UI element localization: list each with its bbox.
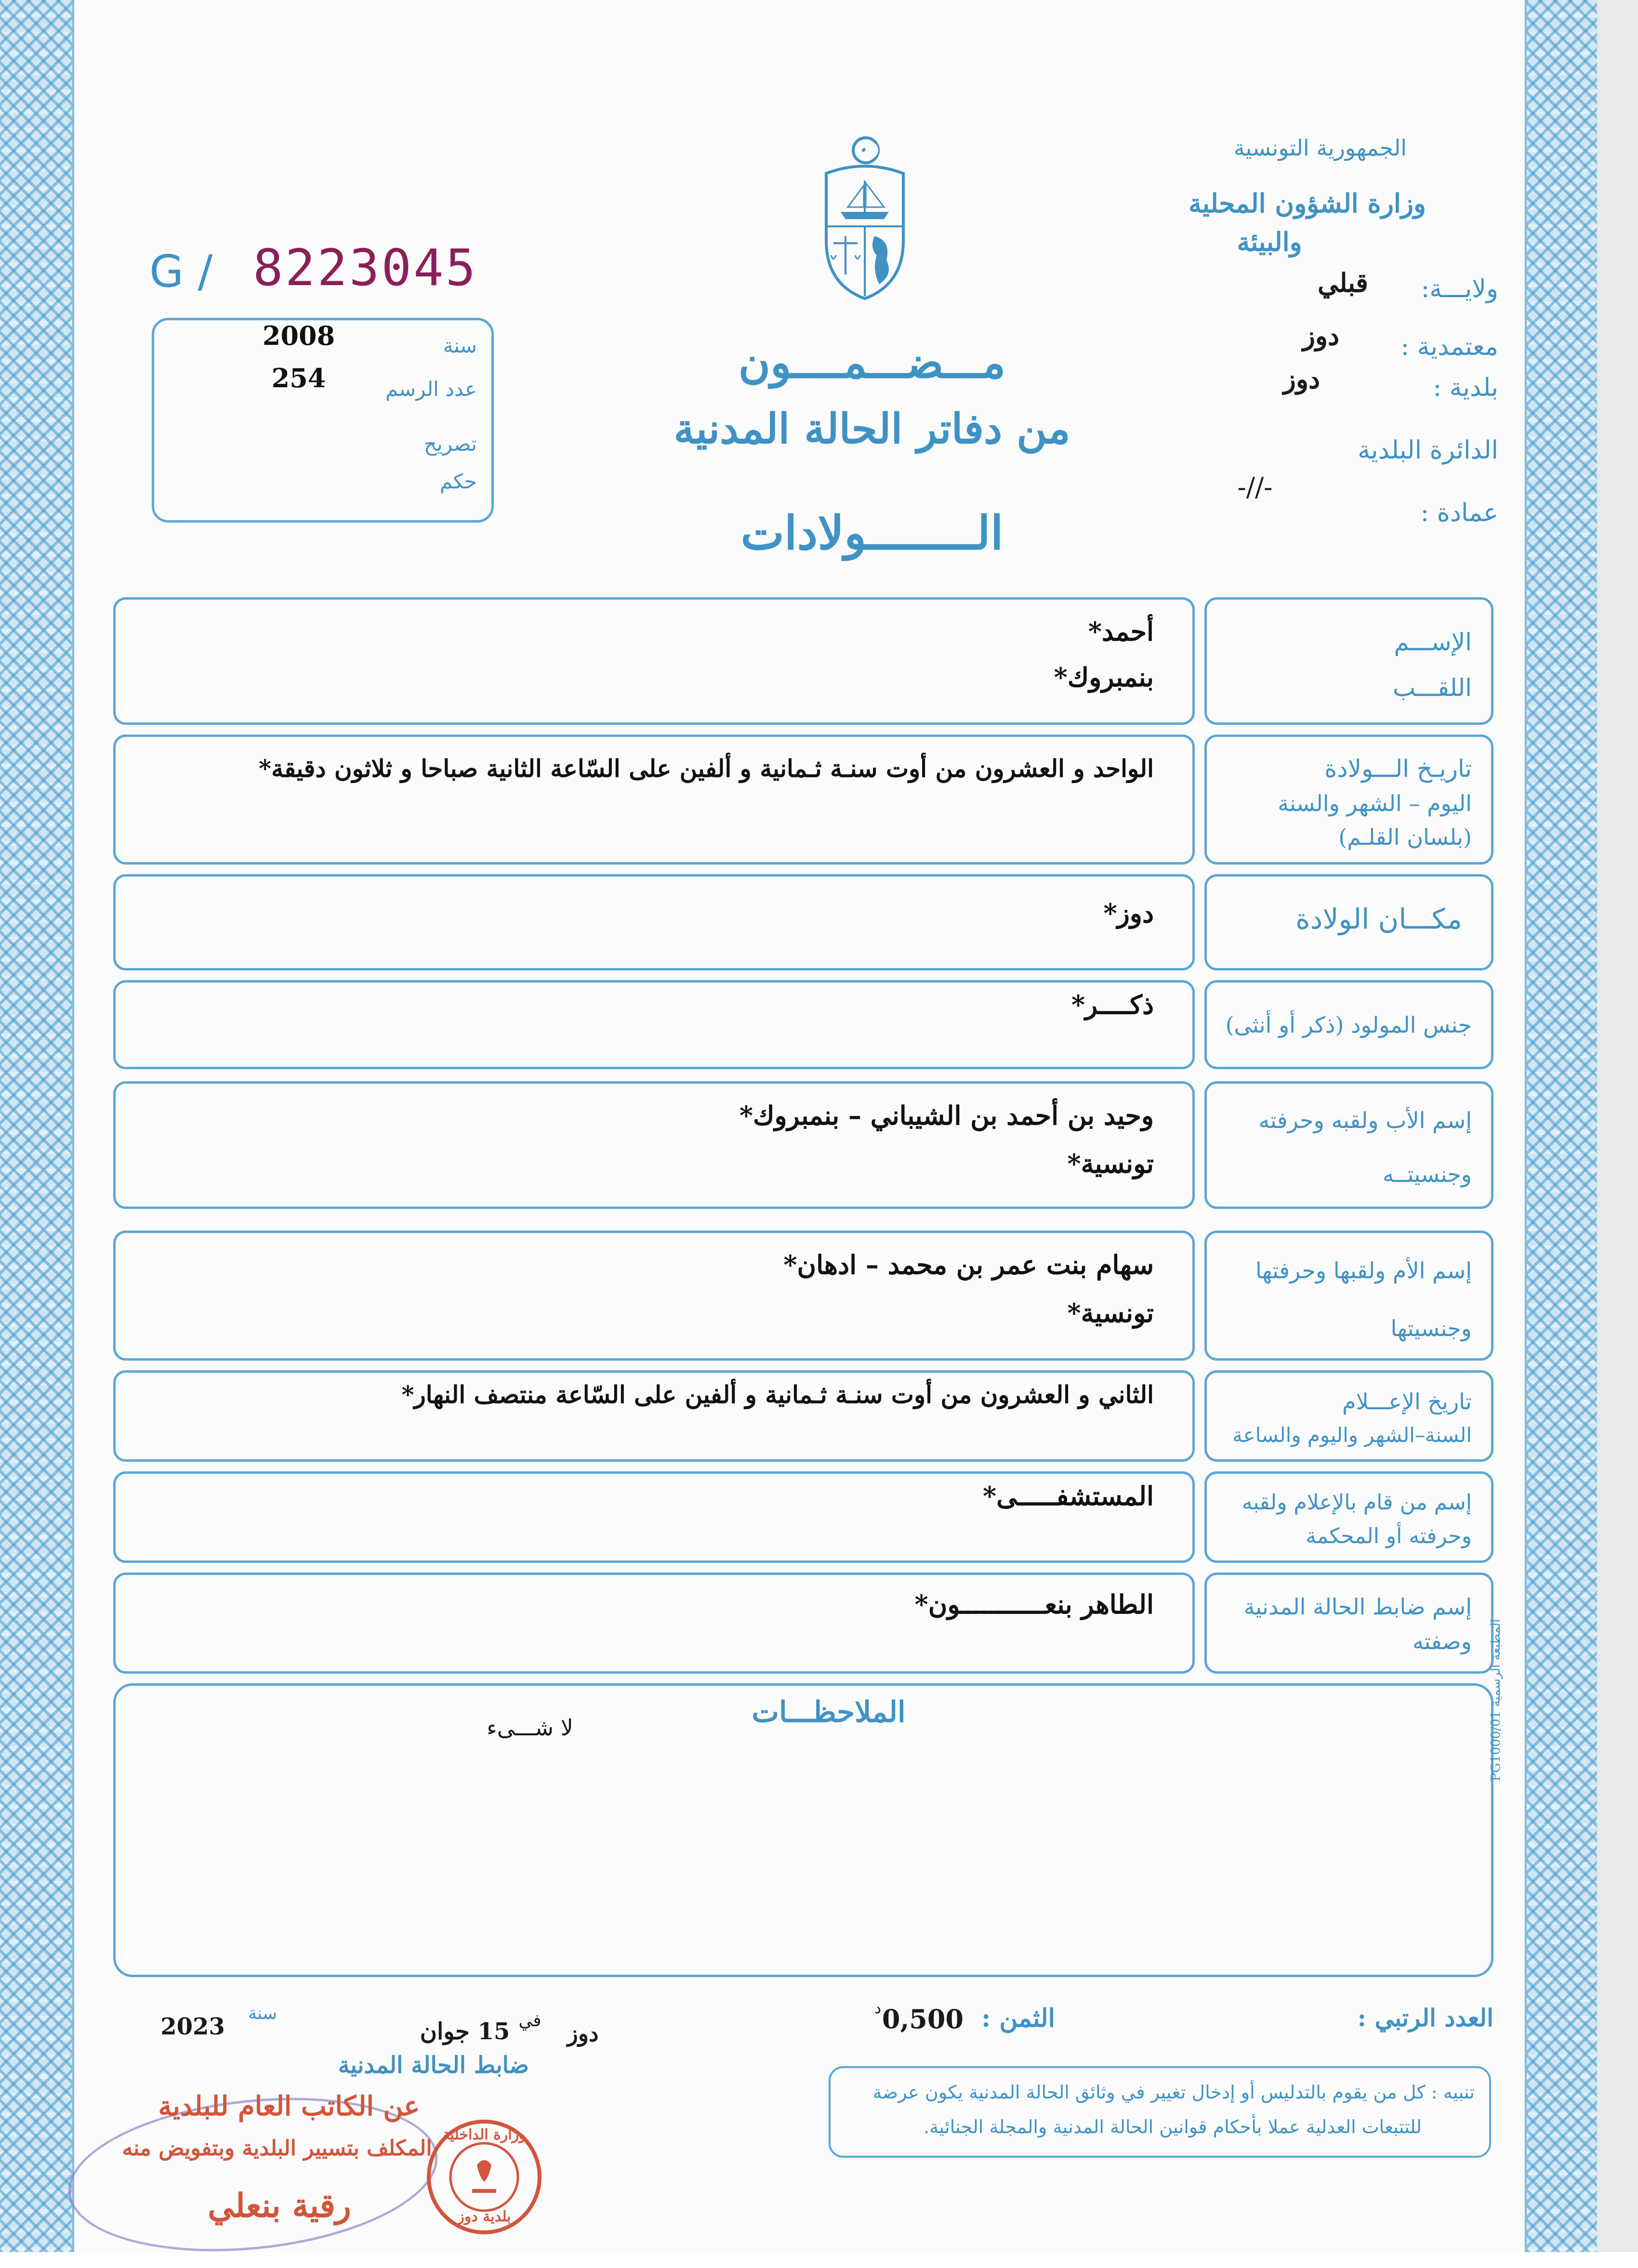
sex-label-box bbox=[1204, 980, 1493, 1069]
judgment-label: حكم bbox=[439, 470, 477, 493]
decorative-border-left bbox=[0, 0, 74, 2252]
declaration-date-label: تاريخ الإعـــلام bbox=[1342, 1389, 1472, 1415]
price-value: 0,500 bbox=[882, 2004, 964, 2034]
page-edge bbox=[1597, 0, 1638, 2252]
seal-bottom-text: بلدية دوز bbox=[457, 2208, 511, 2225]
coat-of-arms-icon bbox=[812, 130, 918, 308]
seal-top-text: وزارة الداخلية bbox=[442, 2126, 526, 2143]
surname-value: بنمبروك* bbox=[1054, 662, 1154, 693]
daira-value: -//- bbox=[1237, 472, 1273, 502]
title-registers: من دفاتر الحالة المدنية bbox=[674, 405, 1070, 453]
birth-date-label-box bbox=[1204, 734, 1493, 865]
officer-label-box bbox=[1204, 1573, 1493, 1674]
declarant-value: المستشفـــــى* bbox=[983, 1481, 1154, 1511]
remarks-value: لا شـــىء bbox=[487, 1715, 573, 1741]
father-nationality-value: تونسية* bbox=[1067, 1148, 1154, 1179]
declaration-label: تصريح bbox=[423, 432, 477, 456]
officer-sublabel: وصفته bbox=[1412, 1628, 1472, 1654]
decorative-border-right bbox=[1525, 0, 1599, 2252]
birth-date-note: (بلسان القلـم) bbox=[1338, 824, 1472, 850]
price-unit: د bbox=[874, 1999, 882, 2017]
issue-year-value: 2023 bbox=[160, 2013, 225, 2040]
mother-nationality-label: وجنسيتها bbox=[1390, 1315, 1472, 1341]
sex-value: ذكــــر* bbox=[1071, 989, 1154, 1020]
stamp-line-2: المكلف بتسيير البلدية وبتفويض منه bbox=[122, 2136, 432, 2161]
father-label-box bbox=[1204, 1081, 1493, 1209]
issue-date: 15 جوان bbox=[420, 2018, 510, 2045]
record-value: 254 bbox=[271, 363, 326, 393]
name-label-box bbox=[1204, 597, 1493, 725]
declarant-label: إسم من قام بالإعلام ولقبه bbox=[1242, 1490, 1472, 1515]
wilaya-value: قبلي bbox=[1318, 267, 1368, 298]
sex-label: جنس المولود (ذكر أو أنثى) bbox=[1225, 1012, 1472, 1038]
officer-value: الطاهر بنعـــــــــــون* bbox=[914, 1589, 1154, 1620]
warning-line-2: للتتبعات العدلية عملا بأحكام قوانين الحالة المدنية والمجلة الجنائية. bbox=[924, 2116, 1422, 2137]
ministry-line-1: وزارة الشؤون المحلية bbox=[1188, 188, 1426, 219]
birth-place-value: دوز* bbox=[1103, 898, 1154, 929]
ministry-line-2: والبيئة bbox=[1237, 226, 1302, 257]
officer-value-box bbox=[113, 1573, 1195, 1674]
given-name-value: أحمد* bbox=[1088, 616, 1154, 647]
father-label: إسم الأب ولقبه وحرفته bbox=[1258, 1107, 1472, 1133]
issue-year-label: سنة bbox=[248, 2004, 277, 2023]
motamadia-value: دوز bbox=[1302, 320, 1339, 351]
birth-place-value-box bbox=[113, 874, 1195, 970]
declaration-date-value-box bbox=[113, 1370, 1195, 1462]
imada-label: عمادة : bbox=[1420, 498, 1498, 527]
name-value-box bbox=[113, 597, 1195, 725]
wilaya-label: ولايـــة: bbox=[1421, 275, 1498, 303]
daira-label: الدائرة البلدية bbox=[1358, 436, 1498, 465]
baladia-label: بلدية : bbox=[1433, 373, 1498, 402]
declarant-sublabel: وحرفته أو المحكمة bbox=[1306, 1524, 1472, 1548]
republic-title: الجمهورية التونسية bbox=[1233, 135, 1407, 161]
warning-line-1: تنبيه : كل من يقوم بالتدليس أو إدخال تغيير في وثائق الحالة المدنية يكون عرضة bbox=[872, 2082, 1475, 2103]
birth-date-value-box bbox=[113, 734, 1195, 865]
father-name-value: وحيد بن أحمد بن الشيباني – بنمبروك* bbox=[739, 1100, 1154, 1131]
title-madmoun: مـــضـــمــــون bbox=[738, 337, 1006, 388]
birth-place-label: مكـــان الولادة bbox=[1295, 903, 1462, 935]
year-label: سنة bbox=[443, 334, 477, 357]
given-name-label: الإســـم bbox=[1394, 628, 1472, 656]
warning-box bbox=[829, 2066, 1491, 2158]
birth-date-label: تاريـخ الـــولادة bbox=[1324, 755, 1472, 783]
father-nationality-label: وجنسيتــه bbox=[1383, 1161, 1472, 1187]
birth-date-sublabel: اليوم – الشهر والسنة bbox=[1278, 790, 1472, 816]
surname-label: اللقـــب bbox=[1392, 674, 1472, 702]
stamp-signature: رقية بنعلي bbox=[208, 2187, 351, 2225]
mother-label: إسم الأم ولقبها وحرفتها bbox=[1255, 1258, 1472, 1284]
officer-signature-title: ضابط الحالة المدنية bbox=[338, 2052, 529, 2079]
remarks-title: الملاحظـــات bbox=[752, 1695, 906, 1729]
remarks-box bbox=[113, 1683, 1493, 1977]
mother-name-value: سهام بنت عمر بن محمد – ادهان* bbox=[783, 1249, 1154, 1280]
title-births: الــــــــولادات bbox=[740, 506, 1004, 560]
serial-prefix: G / bbox=[149, 246, 213, 297]
motamadia-label: معتمدية : bbox=[1400, 332, 1498, 361]
record-label: عدد الرسم bbox=[385, 377, 477, 401]
price-label: الثمن : bbox=[981, 2004, 1055, 2033]
serial-number: 8223045 bbox=[253, 238, 478, 297]
mother-label-box bbox=[1204, 1231, 1493, 1361]
mother-value-box bbox=[113, 1231, 1195, 1361]
year-value: 2008 bbox=[262, 320, 335, 351]
registry-box bbox=[152, 318, 494, 523]
printer-code: المطبعة الرسمية PG1000/01 bbox=[1489, 1619, 1503, 1782]
father-value-box bbox=[113, 1081, 1195, 1209]
officer-label: إسم ضابط الحالة المدنية bbox=[1243, 1594, 1472, 1620]
stamp-line-1: عن الكاتب العام للبلدية bbox=[158, 2090, 420, 2122]
declaration-date-value: الثاني و العشرون من أوت سنـة ثـمانية و ألفين على السّاعة منتصف النهار* bbox=[401, 1380, 1154, 1409]
birth-date-value: الواحد و العشرون من أوت سنـة ثـمانية و ألفين على السّاعة الثانية صباحا و ثلاثون دقيقة* bbox=[259, 754, 1154, 783]
issue-place: دوز bbox=[567, 2020, 599, 2046]
declarant-value-box bbox=[113, 1471, 1195, 1563]
mother-nationality-value: تونسية* bbox=[1067, 1298, 1154, 1328]
declarant-label-box bbox=[1204, 1471, 1493, 1563]
declaration-date-sublabel: السنة–الشهر واليوم والساعة bbox=[1232, 1423, 1472, 1447]
declaration-date-label-box bbox=[1204, 1370, 1493, 1462]
birth-place-label-box bbox=[1204, 874, 1493, 970]
date-prefix: في bbox=[518, 2011, 542, 2031]
baladia-value: دوز bbox=[1283, 364, 1320, 394]
sex-value-box bbox=[113, 980, 1195, 1069]
order-number-label: العدد الرتبي : bbox=[1357, 2004, 1493, 2032]
